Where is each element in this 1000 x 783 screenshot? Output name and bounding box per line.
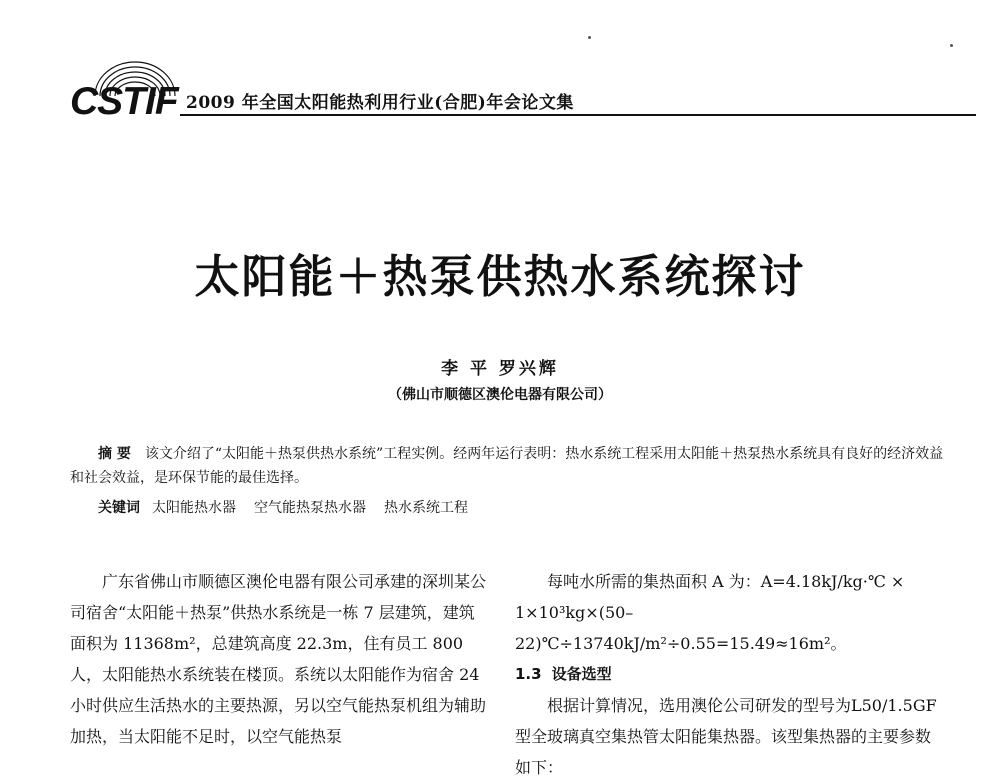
formula-line: 每吨水所需的集热面积 A 为：A=4.18kJ/kg·℃ × <box>547 572 905 591</box>
body-paragraph: 广东省佛山市顺德区澳伦电器有限公司承建的深圳某公司宿舍“太阳能＋热泵”供热水系统是一栋 7 层建筑，建筑面积为 11368m²，总建筑高度 22.3m，住有员工 800 人，太阳能热水系统装在楼顶。系统以太阳能作为宿舍 24 小时供应生活热水的主要热源，另以空气能热泵机组为辅助加热，当太阳能不足时，以空气能热泵 <box>70 572 487 746</box>
section-number: 1.3 <box>515 665 542 683</box>
keyword-item: 热水系统工程 <box>384 500 468 516</box>
formula-line: 1×10³kg×(50–22)℃÷13740kJ/m²÷0.55=15.49≈16m²。 <box>515 603 847 653</box>
keyword-item: 空气能热泵热水器 <box>254 500 366 516</box>
abstract <box>70 442 950 490</box>
abstract-text: 该文介绍了“太阳能＋热泵供热水系统”工程实例。经两年运行表明：热水系统工程采用太阳能＋热泵热水系统具有良好的经济效益和社会效益，是环保节能的最佳选择。 <box>70 446 944 486</box>
scan-speck <box>950 44 953 47</box>
body-right-column <box>515 566 945 783</box>
scan-speck <box>588 36 591 39</box>
body-left-column <box>70 566 490 752</box>
keyword-item: 太阳能热水器 <box>152 500 236 516</box>
keywords <box>98 497 486 517</box>
paper-affiliation: （佛山市顺德区澳伦电器有限公司） <box>388 387 612 403</box>
cstif-logo <box>70 58 190 130</box>
logo-text: CSTIF <box>70 80 178 123</box>
proceedings-title: 2009 年全国太阳能热利用行业(合肥)年会论文集 <box>186 93 574 113</box>
header-divider <box>180 114 976 116</box>
abstract-label: 摘 要 <box>98 446 131 462</box>
keywords-label: 关键词 <box>98 500 140 516</box>
section-heading <box>515 659 945 690</box>
body-paragraph: 根据计算情况，选用澳伦公司研发的型号为L50/1.5GF 型全玻璃真空集热管太阳能集热器。该型集热器的主要参数如下： <box>515 696 937 777</box>
paper-title: 太阳能＋热泵供热水系统探讨 <box>194 250 806 303</box>
section-title: 设备选型 <box>551 665 612 683</box>
paper-authors: 李 平 罗兴辉 <box>441 359 559 379</box>
